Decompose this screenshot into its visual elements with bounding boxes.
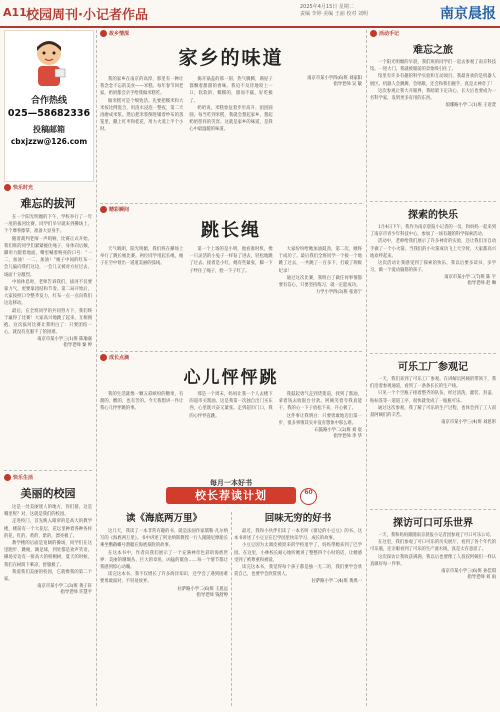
byline: 南京市某小学二(7)班 陈 宇 指导老师 赵 琳 xyxy=(444,275,496,287)
article-body xyxy=(100,246,362,296)
contact-box xyxy=(4,30,94,182)
article-coca-cola-world xyxy=(370,512,496,708)
book-review-left xyxy=(100,510,228,708)
article-paragraph: 我的生活就像一颗五彩缤纷的糖果，有甜的、酸的，也有苦的。今天我想讲一件让我心儿怦怦跳的事。 xyxy=(100,392,184,412)
article-paragraph: 读完这本书，我不仅增长了许多海洋知识，还学会了遇到困难要勇敢面对，不轻易放弃。 xyxy=(100,572,228,585)
byline: 南京市某小学三(4)班 刘思彤 xyxy=(441,420,496,426)
article-paragraph: 馆里有许多有趣的科学实验和互动项目，我最喜欢的是机器人展区。机器人会跳舞、会唱歌，还会和我们握手，真是太神奇了！ xyxy=(370,74,496,87)
article-body xyxy=(100,391,362,440)
article-title: 心儿怦怦跳 xyxy=(183,368,279,388)
page-header xyxy=(0,0,500,28)
banner-badge: 60 xyxy=(300,488,317,505)
article-paragraph: 我的家乡在南京的高淳，那里有一种让我念念不忘的美食——米糕。每年春节回老家，奶奶都会亲手给我做米糕吃。 xyxy=(100,77,184,97)
book-review-right xyxy=(234,510,362,708)
article-paragraph: 一天，我和妈妈跟随南京晨报小记者团参观了可口可乐公司。 xyxy=(378,533,495,538)
article-paragraph: 第一个上场的是小明，他看准时机，像一只灵活的小兔子一样钻了进去，轻松地跳了过去。接着是小红，她有些紧张，脚一下子绊住了绳子，脸一下子红了。 xyxy=(189,247,273,274)
email-label: 投稿邮箱 xyxy=(33,125,65,134)
byline: 力学小学四(3)班 张语宁 xyxy=(315,290,362,296)
article-cola-factory xyxy=(370,356,496,506)
article-paragraph: 天气晴朗，阳光明媚，我们班在操场上举行了跳长绳比赛。两位同学甩起长绳，绳子在空中划出一道道美丽的弧线。 xyxy=(100,247,184,267)
article-paragraph: 在一个阳光明媚的下午，学校举行了一年一度的拔河比赛。同学们早早就来到操场上，个个摩拳擦掌，准备大显身手。 xyxy=(4,215,92,235)
article-paragraph: 一天，我们来到了可乐工厂参观。在讲解员阿姨的带领下，我们沿着参观通道，看到了一条条长长的生产线。 xyxy=(370,377,496,390)
article-title: 可乐工厂参观记 xyxy=(398,362,468,373)
divider xyxy=(4,470,92,471)
divider xyxy=(100,203,362,204)
article-title: 读《海底两万里》 xyxy=(125,513,202,524)
issue-info: 2025年4月15日 星期二 责编 李婷 美编 王丽 校对 刘明 xyxy=(300,4,368,17)
article-paragraph: 揭开锅盖的那一刻，热气腾腾，满屋子都飘着甜甜的香味。我迫不及待地咬上一口，软软的、糯糯的，甜而不腻，好吃极了。 xyxy=(189,77,273,104)
mascot-image xyxy=(29,37,69,89)
article-paragraph: 活动中，老师给我们展示了许多神奇的实验，还让我们亲自动手做了一个小火箭。当我们的小火箭成功飞上天空时，大家都高兴地欢呼起来。 xyxy=(370,239,496,259)
article-tug-of-war xyxy=(4,184,92,466)
banner-small-title: 每月一本好书 xyxy=(210,479,252,487)
tag-icon xyxy=(100,30,107,37)
byline: 琅琊路小学二(1)班 王语萱 xyxy=(445,103,496,109)
byline: 拉萨路小学二(6)班 王思远 指导老师 钱舒婷 xyxy=(177,586,228,598)
article-title: 探索的快乐 xyxy=(408,210,458,221)
tag-icon xyxy=(370,30,377,37)
article-paragraph: 教学楼的后面是宽阔的操场，同学们在这里跑步、跳绳、踢足球，到处都是欢声笑语。操场旁边有一排高大的梧桐树，夏天的时候，我们在树荫下乘凉，舒服极了。 xyxy=(4,541,92,568)
divider xyxy=(370,509,496,510)
article-paragraph: 1月4日下午，我作为南京晨报小记者的一员，和妈妈一起来到了南京市青少年科技中心，参加了一场有趣的科学探索活动。 xyxy=(370,225,496,238)
article-paragraph: 通过这次比赛，我明白了做任何事情都要有信心，只要坚持练习，就一定能成功。 xyxy=(278,275,362,289)
article-paragraph: 这几天，我读了一本非常有趣的书，就是法国作家儒勒·凡尔纳写的《海底两万里》。书中讲述了阿龙纳斯教授一行人跟随尼摩船长乘坐鹦鹉螺号潜艇在海底探险的故事。 xyxy=(100,529,228,549)
article-paragraph: 这次活动让我感受到了探索的快乐，我以后要多读书，多学习，做一个爱动脑筋的孩子。 xyxy=(370,261,496,274)
article-paragraph: 这次探访让我收获满满，我以后也要像工人叔叔阿姨们一样认真做好每一件事。 xyxy=(370,554,496,567)
column-divider xyxy=(231,512,232,706)
article-paragraph: 最近，我和小伙伴们读了一本名叫《窗边的小豆豆》的书。这本书讲述了小豆豆在巴学园里快乐学习、成长的故事。 xyxy=(234,529,362,542)
article-paragraph: 小豆豆因为太调皮被原来的学校退学了，妈妈带她来到了巴学园。在这里，小林校长耐心地听她讲了整整四个小时的话，让她感受到了被尊重和被爱。 xyxy=(234,543,362,563)
tag-icon xyxy=(100,354,107,361)
article-paragraph: 一个阳光明媚的早晨，我们班的同学们一起去参观了南京科技馆。一进大门，我就被眼前的景象吸引住了。 xyxy=(370,60,496,73)
article-paragraph: 在这本书中，作者向我们展示了一个充满神奇色彩的海底世界：美丽的珊瑚丛、巨大的章鱼、凶猛的鲨鱼……每一个情节都让我感到惊心动魄。 xyxy=(100,550,228,571)
tag-icon xyxy=(4,184,11,191)
article-paragraph: 这次参观让我大开眼界，我暗暗下定决心，长大后也要成为一名科学家，发明更多有用的东西。 xyxy=(370,88,496,102)
tag-icon xyxy=(4,474,11,481)
article-hometown-taste xyxy=(100,30,362,200)
article-beautiful-campus xyxy=(4,474,92,710)
divider xyxy=(370,353,496,354)
banner-title: 校长荐读计划 xyxy=(166,487,296,504)
article-body xyxy=(100,76,362,134)
article-paragraph: 奶奶说，米糕象征着步步高升、团团圆圆。每当吃到米糕，我就会想起家乡，想起奶奶慈祥的笑容。这就是家乡的味道，是我心中最温暖的味道。 xyxy=(189,105,273,133)
column-title: 校园周刊·小记者作品 xyxy=(26,8,148,23)
article-paragraph: 做米糕可是个细致活。先要把糯米和大米按比例混合，用清水浸泡一整夜，第二天再磨成米浆。然后把米浆倒进铺着纱布的蒸笼里，撒上红枣和桂花，用大火蒸上半个小时。 xyxy=(100,98,184,133)
section-tag: 故乡情深 xyxy=(100,30,362,37)
article-paragraph: 这是一处美丽迷人的地方，你们猜，这是哪里呢？对，这就是我们的校园。 xyxy=(4,505,92,518)
column-divider xyxy=(366,30,367,706)
divider xyxy=(370,201,496,202)
article-heart-beating xyxy=(100,354,362,474)
article-title: 美丽的校园 xyxy=(20,487,76,500)
article-paragraph: 我爱我们美丽的校园，它就像我的第二个家。 xyxy=(4,569,92,583)
byline: 南京市某小学三(1)班 陈瑜嘉 指导老师 秦 婷 xyxy=(37,337,92,349)
contact-phone: 025—58682336 xyxy=(7,108,91,119)
article-title: 回味无穷的好书 xyxy=(264,513,332,524)
divider xyxy=(100,351,362,352)
article-paragraph: 我鼓起勇气走到货架前，找到了酱油，拿着钱去收银台付款。阿姨笑着夸我真能干，我的心一下子放松下来，开心极了。 xyxy=(278,392,362,412)
article-memorable-trip xyxy=(370,30,496,198)
section-tag: 成长点滴 xyxy=(100,354,362,361)
article-title: 难忘之旅 xyxy=(413,45,453,56)
section-tag: 快乐时光 xyxy=(4,184,92,191)
article-title: 家乡的味道 xyxy=(178,47,284,69)
page-number: A11 xyxy=(3,6,27,19)
section-tag: 快乐生活 xyxy=(4,474,92,481)
article-long-rope xyxy=(100,206,362,348)
article-paragraph: 最后，在全班同学的共同努力下，我们终于赢得了比赛！大家高兴地跳了起来，互相拥抱。这次拔河比赛让我明白了：只要团结一心，就没有克服不了的困难。 xyxy=(4,308,92,336)
article-title: 难忘的拔河 xyxy=(20,197,76,210)
article-paragraph: 只见一个个空瓶子排着整齐的队伍，经过清洗、灌装、封盖、贴标签等一道道工序，很快就变成了一瓶瓶可乐。 xyxy=(370,391,496,404)
article-paragraph: 通过这次参观，我了解了可乐的生产过程，也体会到了工人叔叔阿姨们的辛苦。 xyxy=(370,405,496,419)
article-paragraph: 中场休息时，老师告诉我们，拔河不仅要靠力气，更要靠团结和节奏。第二局开始后，大家按照口令整齐发力，红布一点一点向我们这边移动。 xyxy=(4,279,92,307)
contact-title: 合作热线 xyxy=(30,96,67,106)
article-paragraph: 那是一个周末，妈妈让我一个人去楼下的超市买酱油。这是我第一次独自出门买东西，心里既兴奋又紧张。走到超市门口，我的心怦怦直跳。 xyxy=(189,392,273,419)
byline: 南京市某小学四(6)班 刘家阳 指导老师 吴 敏 xyxy=(307,76,362,87)
article-joy-of-exploring xyxy=(370,204,496,350)
tag-icon xyxy=(100,206,107,213)
byline: 石鼓路小学二(2)班 刘 宸 指导老师 李 华 xyxy=(314,428,362,440)
section-tag: 精彩瞬间 xyxy=(100,206,362,213)
book-banner xyxy=(100,478,362,506)
article-title: 跳长绳 xyxy=(201,220,261,241)
section-tag: 活动手记 xyxy=(370,30,496,37)
byline: 拉萨路小学二(4)班 黄禹一 xyxy=(311,579,362,585)
newspaper-logo: 南京晨报 xyxy=(440,6,496,22)
byline: 南京市某小学三(6)班 孙佳琪 指导老师 刘 雨 xyxy=(441,569,496,581)
column-divider xyxy=(96,30,97,706)
article-paragraph: 随着裁判老师一声哨响，比赛正式开始。我们班的同学们紧紧握住绳子，身体向后倾，脚用力蹬着地面，嘴里喊着响亮的口号：“一二，加油！一二，加油！”绳子中间的红布一会儿偏向我们这边，一会儿又被对方拉过去，场面十分激烈。 xyxy=(4,236,92,278)
byline: 南京市某小学二(3)班 黄子轩 指导老师 许慧平 xyxy=(37,584,92,596)
article-paragraph: 这件事让我明白：只要勇敢地迈出第一步，很多事情其实并没有想象中那么难。 xyxy=(278,413,362,426)
article-paragraph: 在这里，我们参观了可口可乐的历史展厅，看到了各个年代的可乐瓶，还亲眼看到了可乐的生产流水线，真是太有意思了。 xyxy=(370,540,496,553)
article-paragraph: 走进校门，首先映入眼帘的是高大的教学楼，楼前有一个大花坛，花坛里种着各种各样的花，红的、黄的、紫的，漂亮极了。 xyxy=(4,519,92,539)
article-paragraph: 读完这本书，我觉得每个孩子都是独一无二的，我们要学会欣赏自己，也要学会欣赏别人。 xyxy=(234,565,362,578)
article-title: 探访可口可乐世界 xyxy=(393,518,473,529)
contact-email: cbxjzzw@126.com xyxy=(10,137,88,146)
article-paragraph: 大家纷纷给她加油鼓劲，第二次，她终于成功了。最后我们全班同学一个接一个地跳了过去，一共跳了一百多下，打破了班级纪录！ xyxy=(278,247,362,274)
